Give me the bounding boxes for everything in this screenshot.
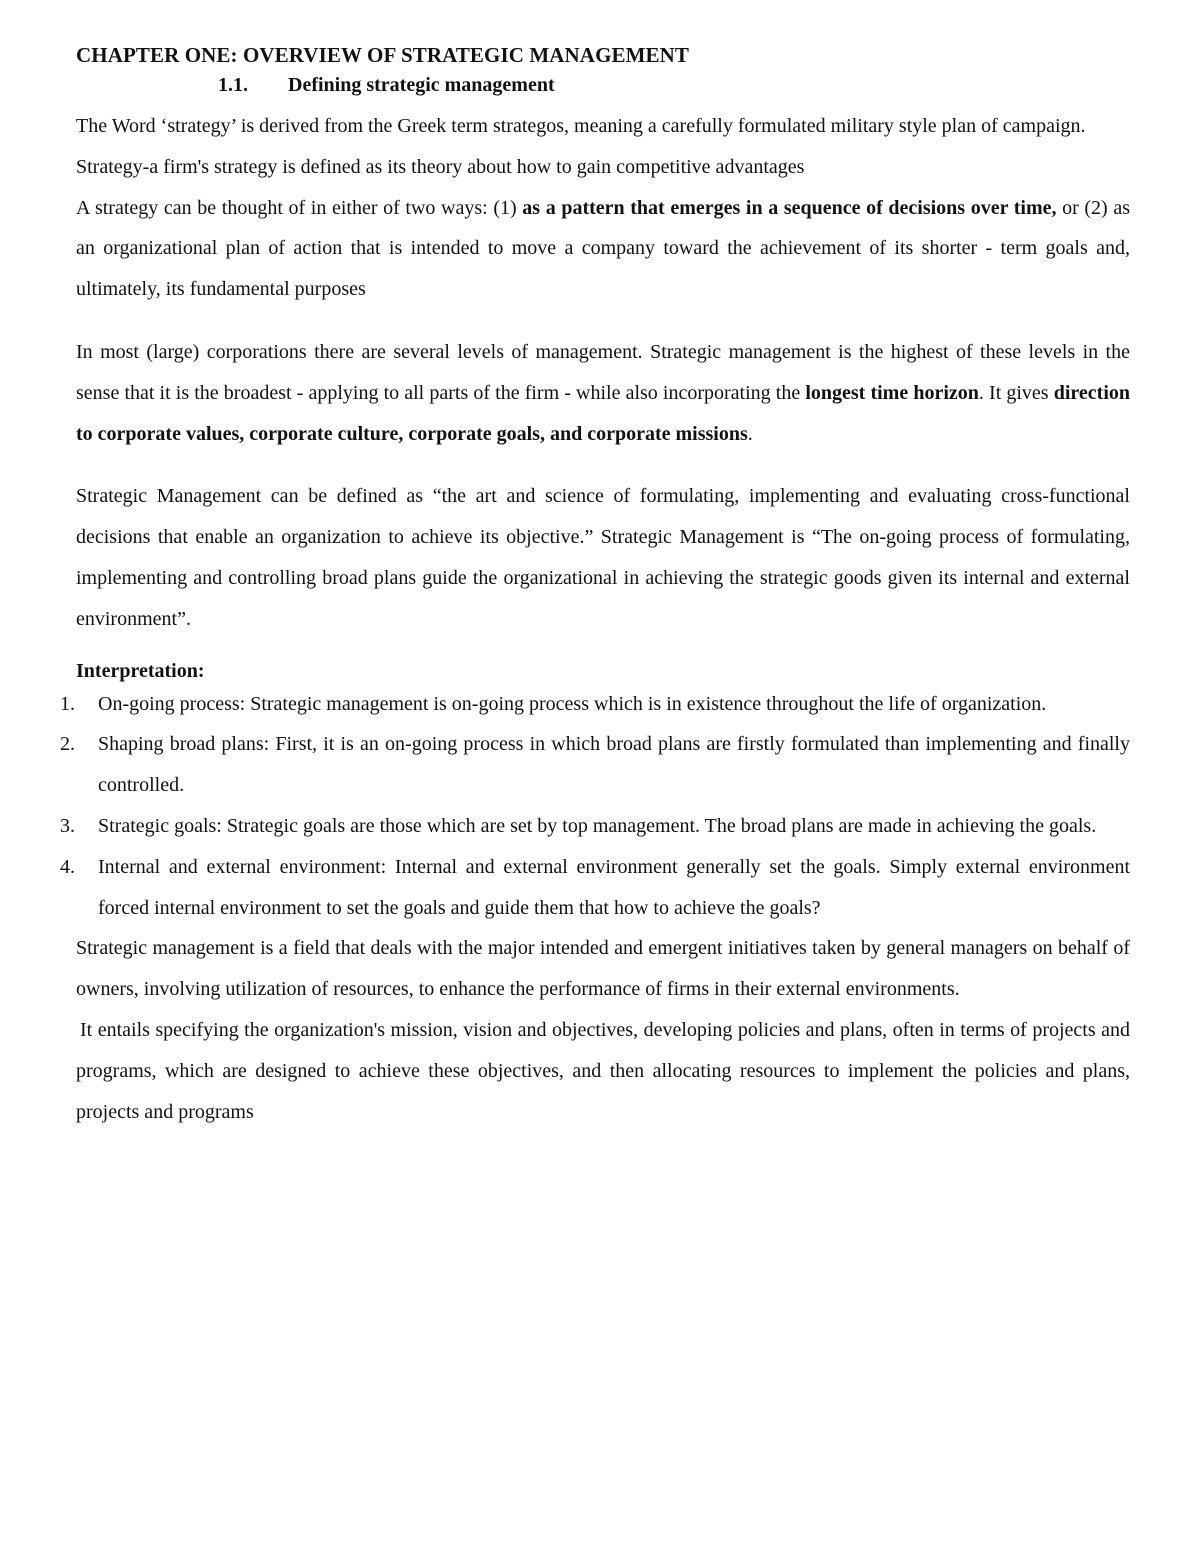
list-marker: 3. bbox=[60, 814, 75, 837]
paragraph-strategic-management-definition: Strategic Management can be defined as “the art and science of formulating, implementing and evaluating cross-functional decisions that enable an organization to achieve its objective.” Strategic Management is “The on-going process of formulating, implementing and controlling broad plans guide the organizational in achieving the strategic goods given its internal and external environment”. bbox=[76, 485, 1130, 630]
section-title: Defining strategic management bbox=[288, 74, 555, 96]
list-item-text: Strategic goals: Strategic goals are those which are set by top management. The broad plans are made in achieving the goals. bbox=[98, 814, 1097, 837]
list-item bbox=[60, 847, 1130, 929]
paragraph-two-ways bbox=[76, 188, 1130, 310]
list-marker: 4. bbox=[60, 855, 75, 878]
section-number: 1.1. bbox=[218, 74, 248, 96]
paragraph-strategy-definition: Strategy-a firm's strategy is defined as its theory about how to gain competitive advantages bbox=[76, 155, 805, 178]
bold-phrase: longest time horizon bbox=[805, 381, 979, 404]
text-segment: or (2) as an organizational plan of action that is intended to move a company toward the achievement of its shorter - term goals and, ultimately, its fundamental purposes bbox=[76, 196, 1130, 301]
list-marker: 2. bbox=[60, 733, 75, 756]
list-item bbox=[60, 724, 1130, 806]
chapter-title: CHAPTER ONE: OVERVIEW OF STRATEGIC MANAGEMENT bbox=[76, 43, 690, 67]
interpretation-heading: Interpretation: bbox=[76, 659, 205, 682]
paragraph-field-definition: Strategic management is a field that deals with the major intended and emergent initiatives taken by general managers on behalf of owners, involving utilization of resources, to enhance the performance of firms in their external environments. bbox=[76, 937, 1130, 1001]
list-item bbox=[60, 806, 1130, 847]
paragraph-levels-of-management bbox=[76, 332, 1130, 454]
bold-phrase: direction to corporate values, corporate culture, corporate goals, and corporate missions bbox=[76, 381, 1130, 445]
bold-phrase: as a pattern that emerges in a sequence of decisions over time, bbox=[522, 196, 1057, 219]
list-item bbox=[60, 684, 1130, 725]
section-heading bbox=[218, 70, 1130, 100]
document-page bbox=[60, 40, 1130, 1132]
list-item-text: Shaping broad plans: First, it is an on-going process in which broad plans are firstly formulated than implementing and finally controlled. bbox=[98, 733, 1130, 797]
text-segment: . It gives bbox=[978, 381, 1054, 404]
list-marker: 1. bbox=[60, 692, 75, 715]
interpretation-list bbox=[60, 684, 1130, 929]
text-segment: A strategy can be thought of in either of two ways: (1) bbox=[76, 196, 523, 219]
paragraph-strategy-origin: The Word ‘strategy’ is derived from the Greek term strategos, meaning a carefully formulated military style plan of campaign. bbox=[76, 115, 1086, 137]
text-segment: In most (large) corporations there are several levels of management. Strategic management is the highest of these levels in the sense that it is the broadest - applying to all parts of the firm - while also incorporating the bbox=[76, 340, 1130, 404]
list-item-text: Internal and external environment: Internal and external environment generally set the goals. Simply external environment forced internal environment to set the goals and guide them that how to achieve the goals? bbox=[98, 855, 1130, 919]
text-segment: . bbox=[747, 422, 753, 445]
list-item-text: On-going process: Strategic management is on-going process which is in existence throughout the life of organization. bbox=[98, 692, 1047, 715]
paragraph-entails: It entails specifying the organization's mission, vision and objectives, developing policies and plans, often in terms of projects and programs, which are designed to achieve these objectives, and then allocating resources to implement the policies and plans, projects and programs bbox=[76, 1018, 1130, 1123]
